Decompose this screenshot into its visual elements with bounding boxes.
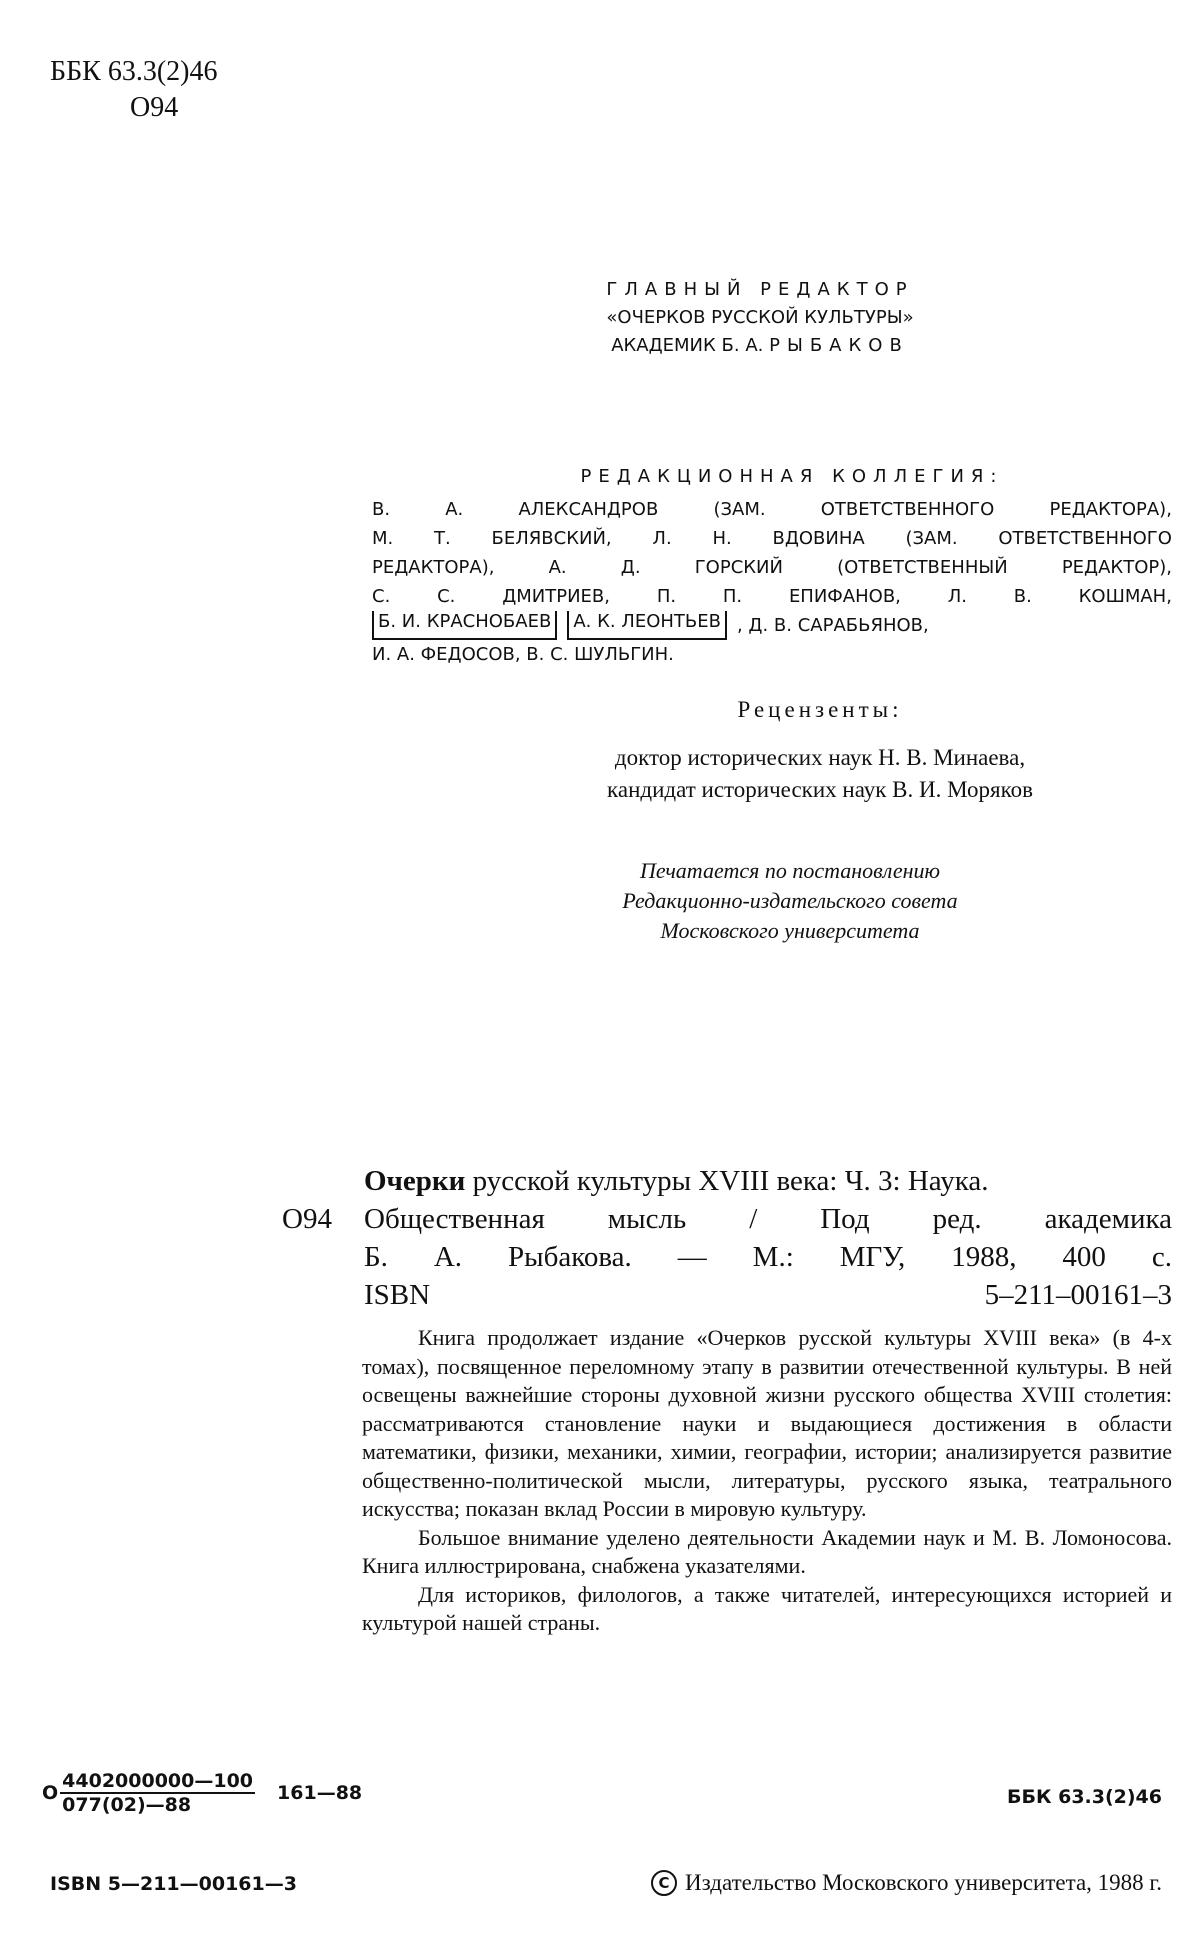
publication-approval: Печатается по постановлению Редакционно-издательского совета Московского университета xyxy=(622,858,958,943)
order-number: 161—88 xyxy=(277,1782,363,1804)
annotation-paragraph: Большое внимание уделено деятельности Академии наук и М. В. Ломоносова. Книга иллюстрирована, снабжена указателями. xyxy=(362,1524,1172,1578)
reviewers-block xyxy=(460,694,1180,806)
editorial-board-line: С. С. ДМИТРИЕВ, П. П. ЕПИФАНОВ, Л. В. КОШМАН, xyxy=(372,586,1172,607)
bbk-code: ББК 63.3(2)46 xyxy=(50,56,218,87)
copyright xyxy=(651,1870,1162,1896)
editorial-board-line: В. А. АЛЕКСАНДРОВ (ЗАМ. ОТВЕТСТВЕННОГО РЕДАКТОРА), xyxy=(372,499,1172,520)
editorial-board-heading: РЕДАКЦИОННАЯ КОЛЛЕГИЯ: xyxy=(580,466,1004,487)
classification-block xyxy=(50,54,217,126)
memorial-box: А. К. ЛЕОНТЬЕВ xyxy=(567,611,727,640)
book-title: Очерки xyxy=(364,1165,466,1197)
copyright-text: Издательство Московского университета, 1988 г. xyxy=(685,1870,1162,1895)
bbk-bottom: ББК 63.3(2)46 xyxy=(1006,1786,1162,1808)
copyright-icon: C xyxy=(651,1870,677,1896)
editorial-board-line: И. А. ФЕДОСОВ, В. С. ШУЛЬГИН. xyxy=(372,644,674,665)
isbn: ISBN 5–211–00161–3 xyxy=(364,1279,1172,1311)
chief-editor-name: АКАДЕМИК Б. А. РЫБАКОВ xyxy=(611,335,909,356)
editorial-board-line: Б. И. КРАСНОБАЕВ А. К. ЛЕОНТЬЕВ , Д. В. САРАБЬЯНОВ, xyxy=(372,611,1172,640)
publisher-code: О $\frac{4402000000—100}{077(02)—88}$ 161—88 xyxy=(42,1770,363,1816)
memorial-box: Б. И. КРАСНОБАЕВ xyxy=(372,611,557,640)
annotation-paragraph: Для историков, филологов, а также читателей, интересующихся историей и культурой нашей страны. xyxy=(362,1581,1172,1635)
chief-editor-block xyxy=(560,276,960,360)
author-code-index: О94 xyxy=(282,1203,332,1235)
code-fraction: $\frac{4402000000—100}{077(02)—88}$ xyxy=(62,1770,254,1816)
reviewers-title: Рецензенты: xyxy=(737,697,903,722)
isbn-bottom: ISBN 5—211—00161—3 xyxy=(50,1873,297,1895)
editorial-board-line: М. Т. БЕЛЯВСКИЙ, Л. Н. ВДОВИНА (ЗАМ. ОТВЕТСТВЕННОГО xyxy=(372,528,1172,549)
reviewer: кандидат исторических наук В. И. Моряков xyxy=(607,777,1033,802)
editorial-board-line: РЕДАКТОРА), А. Д. ГОРСКИЙ (ОТВЕТСТВЕННЫЙ РЕДАКТОР), xyxy=(372,557,1172,578)
author-code: О94 xyxy=(130,92,179,123)
bibliographic-record: Очерки русской культуры XVIII века: Ч. 3: Наука. О94 Общественная мысль / Под ред. академика Б. А. Рыбакова. — М.: МГУ, 1988, 400 с. ISBN 5–211–00161–3 xyxy=(282,1162,1172,1314)
annotation xyxy=(362,1324,1172,1638)
chief-editor-title: ГЛАВНЫЙ РЕДАКТОР xyxy=(606,279,914,300)
reviewer: доктор исторических наук Н. В. Минаева, xyxy=(614,745,1026,770)
annotation-paragraph: Книга продолжает издание «Очерков русской культуры XVIII века» (в 4-х томах), посвященное переломному этапу в развитии отечественной культуры. В ней освещены важнейшие стороны духовной жизни русского общества XVIII столетия: рассматриваются становление науки и выдающиеся достижения в области математики, физики, механики, химии, географии, истории; анализируется развитие общественно-политической мысли, литературы, русского языка, театрального искусства; показан вклад России в мировую культуру. xyxy=(362,1325,1172,1521)
series-title: «ОЧЕРКОВ РУССКОЙ КУЛЬТУРЫ» xyxy=(606,307,914,328)
editorial-board xyxy=(372,462,1172,669)
